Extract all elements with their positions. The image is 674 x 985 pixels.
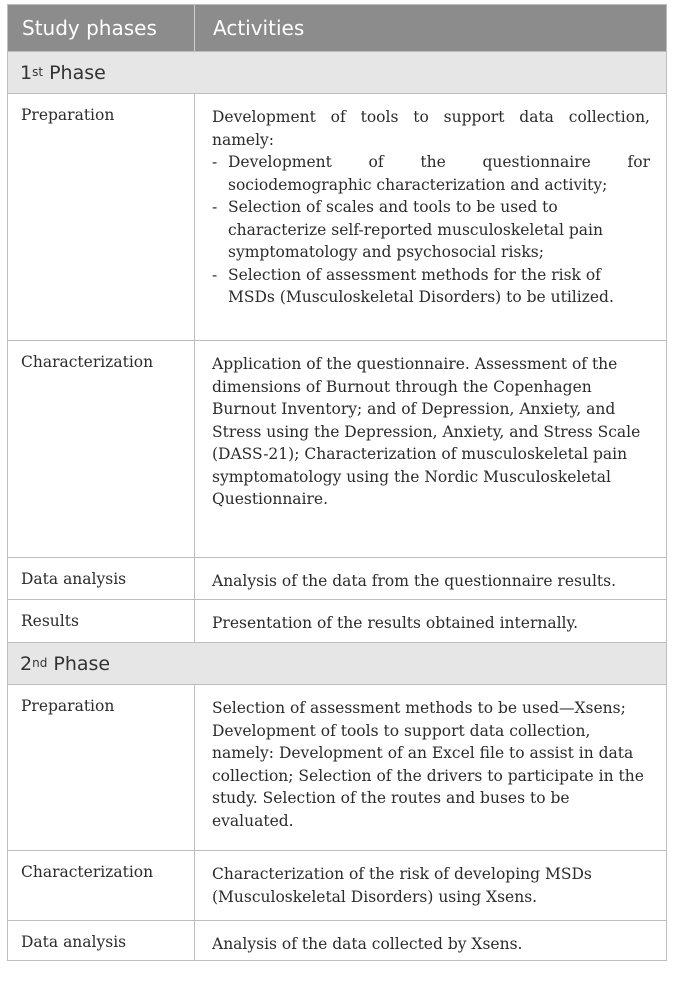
row-label: Preparation [8, 94, 195, 340]
table-row-p2-preparation [8, 684, 666, 850]
row-activities: Characterization of the risk of developing MSDs (Musculoskeletal Disorders) using Xsens. [212, 865, 592, 906]
table-row-p2-data-analysis [8, 920, 666, 960]
row-label: Characterization [8, 851, 195, 920]
row-label: Data analysis [8, 558, 195, 599]
row-activities: Analysis of the data collected by Xsens. [212, 935, 523, 953]
table-row-p1-results [8, 599, 666, 642]
list-item: - Selection of scales and tools to be used to characterize self-reported musculoskeletal pain symptomatology and psychosocial risks; [212, 196, 650, 264]
phase-2-word: Phase [47, 652, 111, 675]
header-activities: Activities [213, 16, 305, 40]
row-activities: Analysis of the data from the questionnaire results. [212, 572, 617, 590]
table-row-p1-preparation [8, 93, 666, 340]
activity-intro: Development of tools to support data collection, namely: [212, 108, 650, 149]
phase-1-heading [8, 51, 666, 93]
phase-2-number: 2 [20, 652, 33, 675]
table-header [8, 5, 666, 51]
header-study-phases: Study phases [8, 5, 195, 51]
study-phases-table [7, 4, 667, 961]
list-item-text: Selection of assessment methods for the risk of MSDs (Musculoskeletal Disorders) to be utilized. [228, 265, 614, 306]
table-row-p2-characterization [8, 850, 666, 920]
table-row-p1-data-analysis [8, 557, 666, 599]
list-item-text: Development of the questionnaire for sociodemographic characterization and activity; [228, 153, 650, 194]
table-row-p1-characterization [8, 340, 666, 557]
row-activities: Selection of assessment methods to be used—Xsens; Development of tools to support data collection, namely: Development of an Excel file to assist in data collection; Selection of the drivers to participate in the study. Selection of the routes and buses to be evaluated. [212, 699, 644, 830]
row-activities: Presentation of the results obtained internally. [212, 614, 579, 632]
phase-2-ordinal: nd [32, 655, 48, 670]
list-item-text: Selection of scales and tools to be used to characterize self-reported musculoskeletal pain symptomatology and psychosocial risks; [228, 198, 603, 261]
list-item: - Development of the questionnaire for sociodemographic characterization and activity; [212, 151, 650, 196]
list-item: - Selection of assessment methods for the risk of MSDs (Musculoskeletal Disorders) to be utilized. [212, 264, 650, 309]
row-label: Results [8, 600, 195, 642]
phase-1-ordinal: st [32, 64, 44, 79]
row-label: Preparation [8, 685, 195, 850]
row-activities [195, 94, 666, 340]
phase-1-number: 1 [20, 61, 33, 84]
phase-1-word: Phase [43, 61, 106, 84]
row-label: Characterization [8, 341, 195, 557]
row-label: Data analysis [8, 921, 195, 960]
phase-2-heading [8, 642, 666, 684]
row-activities: Application of the questionnaire. Assessment of the dimensions of Burnout through the Copenhagen Burnout Inventory; and of Depression, Anxiety, and Stress using the Depression, Anxiety, and Stress Scale (DASS-21); Characterization of musculoskeletal pain symptomatology using the Nordic Musculoskeletal Questionnaire. [212, 355, 641, 508]
